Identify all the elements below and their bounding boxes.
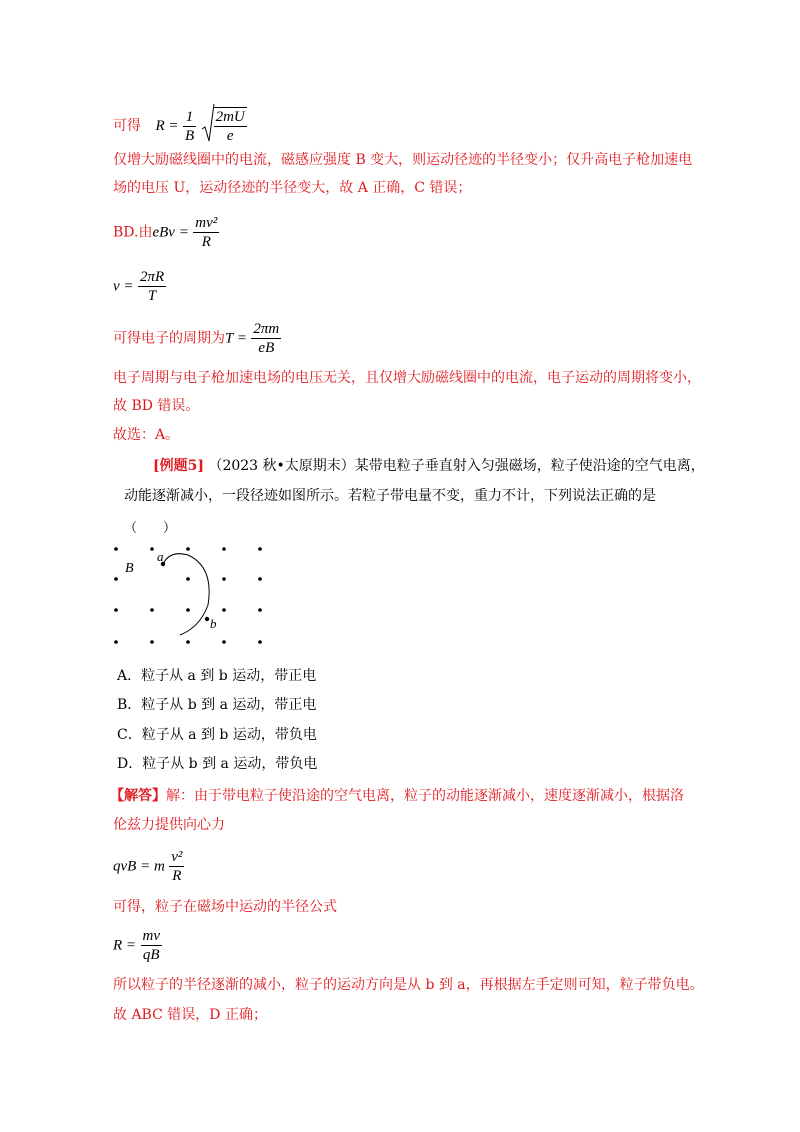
solution5-line4: 所以粒子的半径逐渐的减小，粒子的运动方向是从 b 到 a，再根据左手定则可知，粒子带负电。 (113, 977, 704, 993)
period-formula-line: 可得电子的周期为T = $\frac{2\pi m}{eB}$ (113, 321, 280, 356)
solution5-line2: 伦兹力提供向心力 (113, 817, 225, 833)
field-dot (150, 640, 154, 644)
result-label: 可得 (113, 118, 141, 134)
field-dot (258, 547, 262, 551)
field-label-B: B (125, 561, 134, 576)
solution5-line5: 故 ABC 错误，D 正确； (113, 1007, 267, 1023)
point-a-label: a (157, 549, 164, 564)
formula-R-sqrt-frac: $\frac{2mU}{e}$ (215, 109, 245, 144)
field-dots (114, 547, 262, 644)
point-b-label: b (210, 616, 217, 631)
field-dot (186, 547, 190, 551)
field-dot (222, 640, 226, 644)
solution5-eq1: qvB = m $\frac{\text{v²}}{R}$ (113, 849, 183, 884)
field-dot (222, 608, 226, 612)
answer-line: 故选：A。 (113, 427, 180, 443)
example5-stem-line2: 动能逐渐减小，一段径迹如图所示。若粒子带电量不变，重力不计，下列说法正确的是 (124, 488, 656, 504)
field-dot (150, 608, 154, 612)
formula-R-line (113, 103, 247, 149)
trajectory-arc (163, 554, 209, 635)
solution5-line1: 【解答】解：由于带电粒子使沿途的空气电离，粒子的动能逐渐减小，速度逐渐减小，根据洛 (110, 788, 684, 804)
option-a: A．粒子从 a 到 b 运动，带正电 (117, 668, 317, 684)
field-dot (186, 608, 190, 612)
field-dot (258, 640, 262, 644)
para1-line1: 仅增大励磁线圈中的电流，磁感应强度 B 变大，则运动径迹的半径变小；仅升高电子枪加速电 (113, 152, 693, 168)
example5-label: [例题5] (153, 458, 204, 474)
solution5-line3: 可得，粒子在磁场中运动的半径公式 (113, 899, 337, 915)
field-dot (114, 608, 118, 612)
field-dot (150, 547, 154, 551)
field-dot (114, 577, 118, 581)
field-dot (222, 547, 226, 551)
field-dot (114, 547, 118, 551)
option-d: D．粒子从 b 到 a 运动，带负电 (117, 756, 318, 772)
v-formula-line: v = $\frac{2\pi R}{T}$ (113, 269, 165, 304)
field-dot (186, 577, 190, 581)
solution5-eq2: R = $\frac{mv}{qB}$ (113, 928, 160, 963)
field-dot (186, 640, 190, 644)
formula-R-lhs: R = (155, 118, 179, 134)
solution5-label: 【解答】 (110, 788, 166, 804)
para2-line1: 电子周期与电子枪加速电场的电压无关，且仅增大励磁线圈中的电流，电子运动的周期将变小， (113, 370, 701, 386)
option-b: B．粒子从 b 到 a 运动，带正电 (117, 697, 317, 713)
field-dot (258, 608, 262, 612)
sqrt-symbol (201, 103, 215, 149)
option-c: C．粒子从 a 到 b 运动，带负电 (117, 727, 317, 743)
para2-line2: 故 BD 错误。 (113, 398, 200, 414)
para1-line2: 场的电压 U，运动径迹的半径变大，故 A 正确，C 错误； (113, 180, 472, 196)
example5-stem-line1: [例题5] （2023 秋•太原期末）某带电粒子垂直射入匀强磁场，粒子使沿途的空气电离， (153, 458, 705, 474)
field-dot (114, 640, 118, 644)
field-dot (222, 577, 226, 581)
field-dot (258, 577, 262, 581)
example5-blank: （ ） (124, 521, 177, 536)
point-b-marker (205, 617, 209, 621)
bd-formula-line: BD.由eBv = $\frac{\text{mv²}}{R}$ (113, 215, 218, 250)
magnetic-field-figure (100, 535, 280, 655)
formula-R-frac: $\frac{1}{B}$ (184, 108, 195, 144)
